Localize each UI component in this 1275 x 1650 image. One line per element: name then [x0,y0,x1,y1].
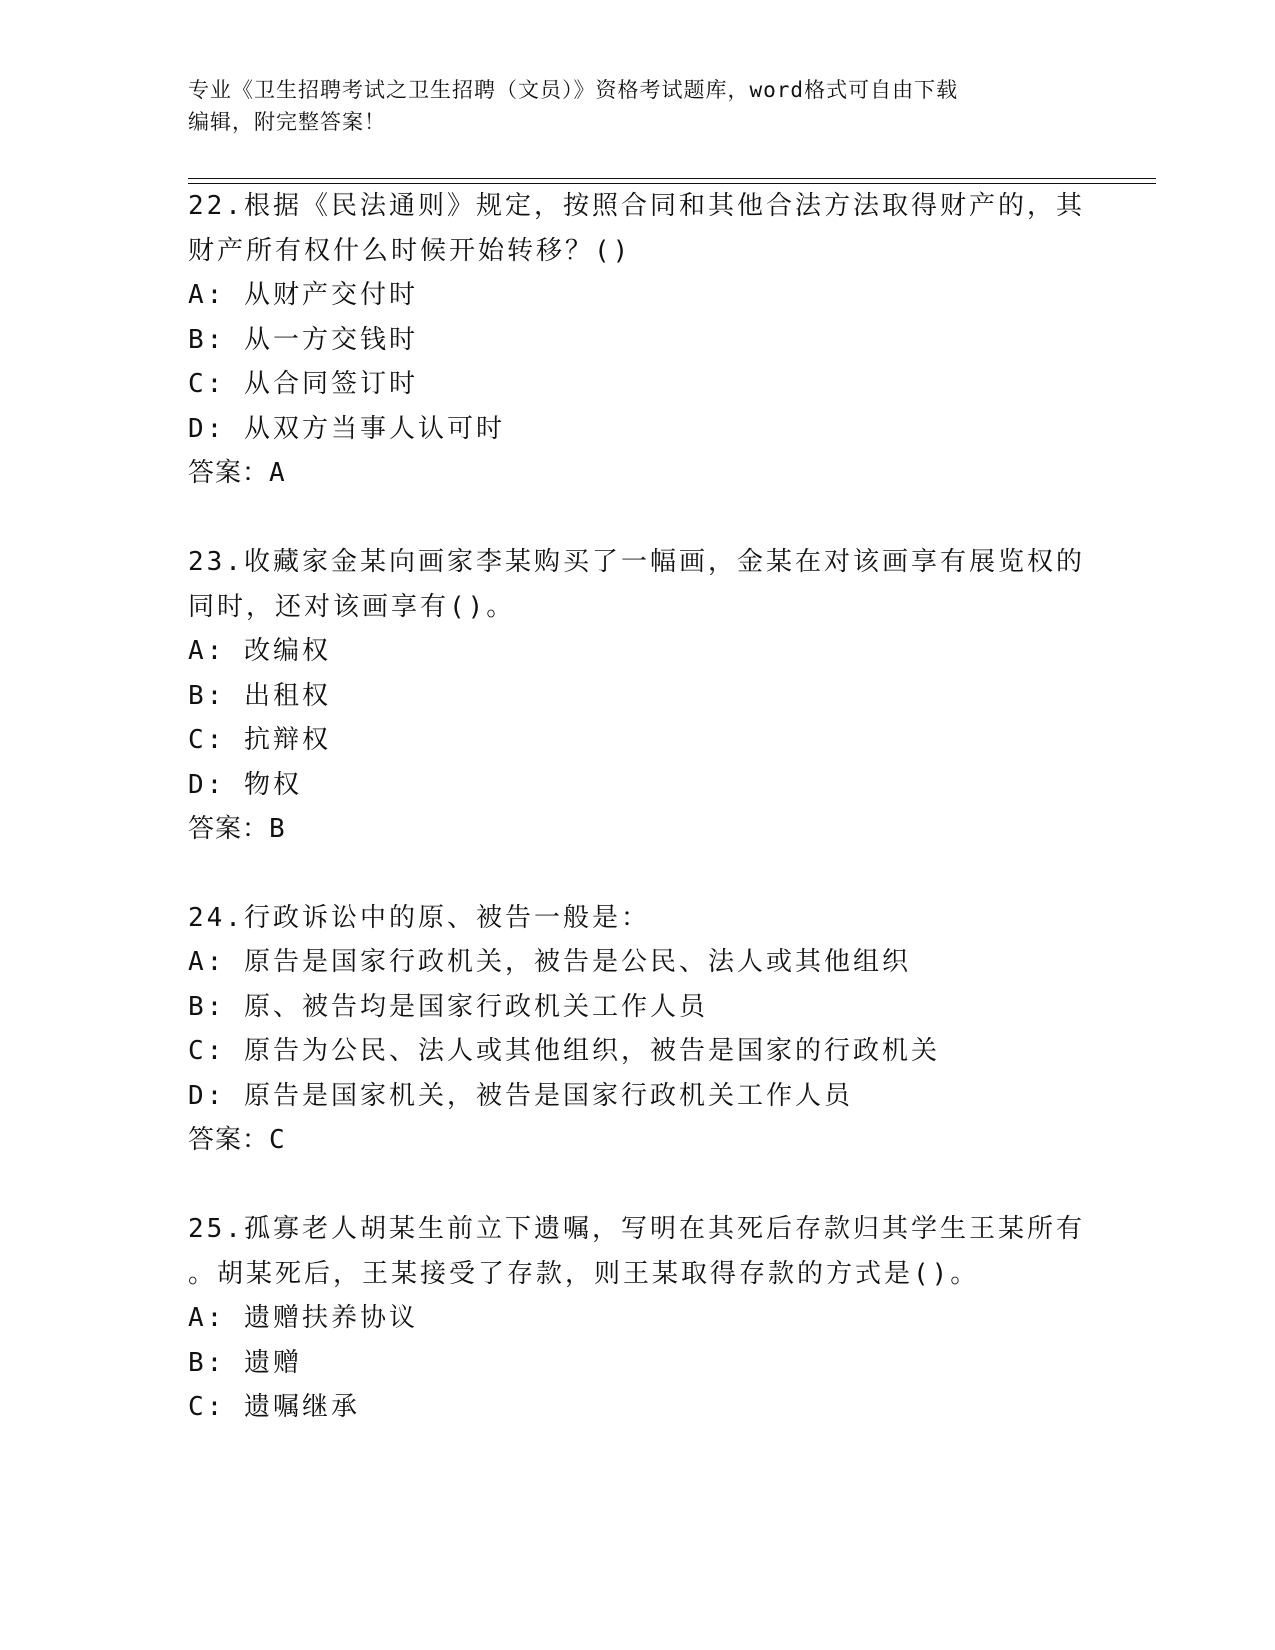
header-line-1: 专业《卫生招聘考试之卫生招聘（文员）》资格考试题库，word格式可自由下载 [188,78,959,102]
question-25-option-c: C: 遗嘱继承 [188,1392,360,1422]
question-24-option-c: C: 原告为公民、法人或其他组织，被告是国家的行政机关 [188,1036,940,1066]
question-22-stem-line-1: 22.根据《民法通则》规定，按照合同和其他合法方法取得财产的，其 [188,191,1085,221]
question-22-answer: 答案：A [188,458,286,488]
header-line-2: 编辑，附完整答案！ [188,110,386,134]
question-23-answer: 答案：B [188,814,286,844]
question-25-option-b: B: 遗赠 [188,1348,302,1378]
question-24-stem-line-1: 24.行政诉讼中的原、被告一般是： [188,903,650,933]
question-23-stem-line-1: 23.收藏家金某向画家李某购买了一幅画，金某在对该画享有展览权的 [188,547,1085,577]
question-23-option-a: A: 改编权 [188,636,331,666]
document-header [188,74,1088,138]
question-22-option-c: C: 从合同签订时 [188,369,418,399]
question-24-answer: 答案：C [188,1125,286,1155]
question-25-stem-line-2: 。胡某死后，王某接受了存款，则王某取得存款的方式是()。 [188,1259,980,1289]
question-22-option-b: B: 从一方交钱时 [188,325,418,355]
question-23-stem-line-2: 同时，还对该画享有()。 [188,592,516,622]
question-22-option-d: D: 从双方当事人认可时 [188,414,505,444]
question-23-option-c: C: 抗辩权 [188,725,331,755]
question-22-stem-line-2: 财产所有权什么时候开始转移？() [188,236,632,266]
header-rule-top [188,178,1156,179]
header-rule-bottom [188,183,1156,184]
question-25-option-a: A: 遗赠扶养协议 [188,1303,418,1333]
question-23-option-d: D: 物权 [188,770,302,800]
question-22-option-a: A: 从财产交付时 [188,280,418,310]
question-24-option-d: D: 原告是国家机关，被告是国家行政机关工作人员 [188,1081,853,1111]
question-24-option-a: A: 原告是国家行政机关，被告是公民、法人或其他组织 [188,947,911,977]
question-25-stem-line-1: 25.孤寡老人胡某生前立下遗嘱，写明在其死后存款归其学生王某所有 [188,1214,1085,1244]
question-24-option-b: B: 原、被告均是国家行政机关工作人员 [188,992,708,1022]
question-23-option-b: B: 出租权 [188,681,331,711]
